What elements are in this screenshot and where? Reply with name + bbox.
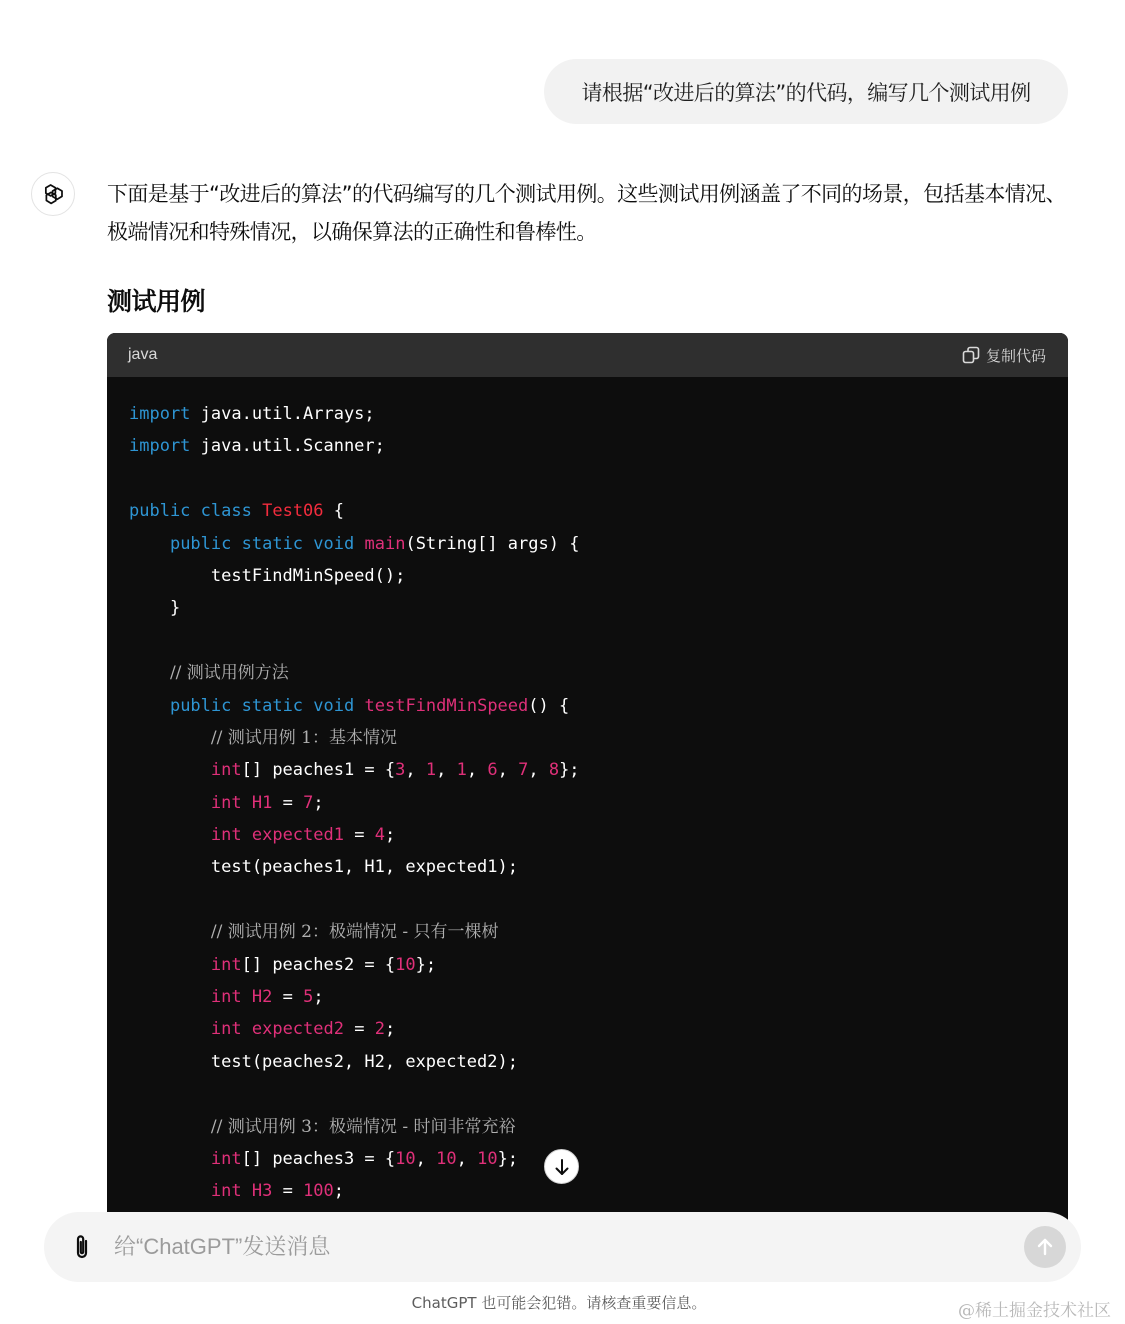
code-line bbox=[129, 851, 1068, 883]
code-token: import bbox=[129, 436, 191, 457]
code-line bbox=[129, 463, 1068, 495]
code-line bbox=[129, 625, 1068, 657]
code-token: Test06 bbox=[262, 501, 324, 522]
code-token: int bbox=[210, 792, 242, 813]
code-token: ; bbox=[384, 1019, 396, 1040]
code-token: = bbox=[343, 825, 375, 846]
code-token: 6 bbox=[487, 760, 498, 781]
code-token: testFindMinSpeed bbox=[364, 695, 529, 716]
code-token: 4 bbox=[374, 825, 385, 846]
assistant-intro-text: 下面是基于“改进后的算法”的代码编写的几个测试用例。这些测试用例涵盖了不同的场景，包括基本情况、极端情况和特殊情况，以确保算法的正确性和鲁棒性。 bbox=[107, 182, 1066, 244]
code-line bbox=[129, 560, 1068, 592]
code-token bbox=[231, 534, 241, 554]
code-token bbox=[252, 501, 262, 521]
code-line bbox=[129, 949, 1068, 981]
code-line bbox=[129, 1175, 1068, 1207]
code-token: ; bbox=[313, 792, 324, 813]
arrow-up-icon bbox=[1035, 1237, 1055, 1257]
code-line bbox=[129, 1046, 1068, 1078]
code-line bbox=[129, 981, 1068, 1013]
code-token: 10 bbox=[436, 1148, 457, 1169]
code-token: = bbox=[272, 987, 304, 1008]
code-line bbox=[129, 690, 1068, 722]
code-token bbox=[242, 793, 252, 813]
paperclip-icon bbox=[72, 1233, 92, 1261]
code-token: 10 bbox=[395, 954, 416, 975]
watermark: @稀土掘金技术社区 bbox=[958, 1301, 1111, 1321]
code-token bbox=[129, 793, 211, 813]
send-message-button[interactable] bbox=[1024, 1226, 1066, 1268]
code-token: java.util.Arrays; bbox=[190, 404, 375, 424]
code-token: } bbox=[129, 598, 181, 619]
code-token: () { bbox=[528, 695, 570, 716]
code-token bbox=[242, 1181, 252, 1201]
code-token: [] peaches2 = { bbox=[241, 954, 396, 975]
code-token: = bbox=[272, 792, 304, 813]
code-token: 1 bbox=[425, 760, 437, 781]
code-line bbox=[129, 528, 1068, 560]
code-token bbox=[129, 922, 211, 942]
message-composer bbox=[44, 1212, 1081, 1282]
code-token: // 测试用例 1：基本情况 bbox=[210, 727, 397, 748]
code-token: , bbox=[405, 760, 426, 781]
code-token bbox=[129, 760, 211, 780]
code-token: 1 bbox=[456, 760, 467, 781]
code-token bbox=[129, 987, 211, 1007]
code-token bbox=[129, 534, 170, 554]
code-line bbox=[129, 657, 1068, 689]
code-line bbox=[129, 592, 1068, 624]
copy-code-button[interactable] bbox=[962, 345, 1046, 366]
code-token: 7 bbox=[303, 792, 314, 813]
code-token: [] peaches3 = { bbox=[241, 1148, 396, 1169]
code-token: ; bbox=[333, 1181, 345, 1202]
code-token: int bbox=[210, 954, 242, 975]
prompt-input[interactable] bbox=[114, 1225, 994, 1269]
code-block-header bbox=[107, 333, 1068, 377]
code-token: }; bbox=[497, 1148, 519, 1169]
disclaimer-text: ChatGPT 也可能会犯错。请核查重要信息。 bbox=[411, 1294, 707, 1312]
user-message-text: 请根据“改进后的算法”的代码，编写几个测试用例 bbox=[581, 80, 1031, 105]
code-token: public bbox=[169, 533, 232, 554]
code-token: { bbox=[323, 501, 345, 522]
code-token: ; bbox=[384, 825, 396, 846]
assistant-avatar bbox=[31, 172, 75, 216]
code-token: H1 bbox=[251, 792, 273, 813]
code-content bbox=[107, 377, 1068, 1208]
code-token bbox=[129, 1117, 211, 1137]
code-token: int bbox=[210, 1148, 242, 1169]
code-line bbox=[129, 430, 1068, 462]
code-line bbox=[129, 916, 1068, 948]
code-token: [] peaches1 = { bbox=[241, 760, 396, 781]
code-line bbox=[129, 1111, 1068, 1143]
code-token: }; bbox=[559, 760, 580, 781]
copy-code-label: 复制代码 bbox=[985, 346, 1046, 365]
code-token: , bbox=[456, 1148, 478, 1169]
code-line bbox=[129, 722, 1068, 754]
code-token: int bbox=[210, 1019, 242, 1040]
scroll-to-bottom-button[interactable] bbox=[544, 1149, 579, 1184]
code-token bbox=[129, 955, 211, 975]
code-token: ; bbox=[313, 987, 324, 1008]
code-token: , bbox=[415, 1148, 437, 1169]
code-token: , bbox=[528, 760, 549, 781]
code-token bbox=[242, 1019, 252, 1039]
code-token: int bbox=[210, 825, 242, 846]
code-token: expected1 bbox=[251, 825, 344, 846]
code-token: void bbox=[313, 695, 355, 716]
code-token: = bbox=[272, 1181, 304, 1202]
code-token bbox=[129, 663, 170, 683]
code-token: testFindMinSpeed(); bbox=[129, 565, 406, 586]
code-token: , bbox=[436, 760, 457, 781]
code-token: public bbox=[169, 695, 232, 716]
code-token: main bbox=[364, 533, 406, 554]
code-token: // 测试用例 2：极端情况 - 只有一棵树 bbox=[210, 922, 499, 943]
code-token bbox=[129, 825, 211, 845]
copy-icon bbox=[962, 346, 980, 364]
code-token: 8 bbox=[548, 760, 560, 781]
code-token: import bbox=[129, 404, 191, 424]
user-message-bubble bbox=[544, 59, 1068, 124]
code-line bbox=[129, 754, 1068, 786]
code-token: class bbox=[200, 501, 252, 522]
code-line bbox=[129, 398, 1068, 430]
code-token: static bbox=[241, 695, 304, 716]
code-token: test(peaches1, H1, expected1); bbox=[129, 857, 518, 878]
code-token: 10 bbox=[395, 1148, 416, 1169]
code-token: // 测试用例 3：极端情况 - 时间非常充裕 bbox=[210, 1116, 516, 1137]
code-token bbox=[129, 1149, 211, 1169]
code-token bbox=[242, 825, 252, 845]
code-token: test(peaches2, H2, expected2); bbox=[129, 1051, 518, 1072]
code-line bbox=[129, 1143, 1068, 1175]
code-token: H2 bbox=[251, 987, 273, 1008]
code-token bbox=[129, 1181, 211, 1201]
code-token: int bbox=[210, 987, 242, 1008]
code-token: int bbox=[210, 1181, 242, 1202]
code-token: , bbox=[466, 760, 488, 781]
code-line bbox=[129, 495, 1068, 527]
code-token bbox=[190, 501, 200, 521]
code-token bbox=[129, 728, 211, 748]
attach-file-button[interactable] bbox=[68, 1232, 96, 1262]
code-line bbox=[129, 819, 1068, 851]
code-token: int bbox=[210, 760, 242, 781]
code-token: 3 bbox=[395, 760, 406, 781]
code-token: , bbox=[497, 760, 519, 781]
code-block bbox=[107, 333, 1068, 1223]
code-token: 2 bbox=[374, 1019, 385, 1040]
code-token bbox=[303, 534, 313, 554]
code-token: H3 bbox=[251, 1181, 273, 1202]
code-token bbox=[354, 696, 364, 716]
code-token: 10 bbox=[477, 1148, 498, 1169]
code-language-label: java bbox=[128, 346, 158, 363]
code-line bbox=[129, 1013, 1068, 1045]
code-line bbox=[129, 884, 1068, 916]
code-token: static bbox=[241, 533, 304, 554]
code-token: (String[] args) { bbox=[405, 533, 580, 554]
section-heading: 测试用例 bbox=[107, 287, 206, 316]
code-line bbox=[129, 787, 1068, 819]
code-token bbox=[129, 696, 170, 716]
code-token bbox=[129, 1019, 211, 1039]
code-token bbox=[231, 696, 241, 716]
code-token: = bbox=[343, 1019, 375, 1040]
code-token: java.util.Scanner; bbox=[190, 436, 385, 457]
code-token: 7 bbox=[518, 760, 529, 781]
code-token: }; bbox=[415, 954, 437, 975]
code-token: 5 bbox=[303, 987, 314, 1008]
code-token bbox=[354, 534, 364, 554]
code-token: // 测试用例方法 bbox=[169, 663, 289, 684]
code-token bbox=[242, 987, 252, 1007]
code-line bbox=[129, 1078, 1068, 1110]
code-token: void bbox=[313, 533, 355, 554]
code-token: 100 bbox=[303, 1181, 334, 1202]
code-token: expected2 bbox=[251, 1019, 344, 1040]
code-token: public bbox=[129, 501, 191, 522]
code-token bbox=[303, 696, 313, 716]
openai-logo-icon bbox=[40, 181, 66, 207]
arrow-down-icon bbox=[553, 1158, 571, 1176]
